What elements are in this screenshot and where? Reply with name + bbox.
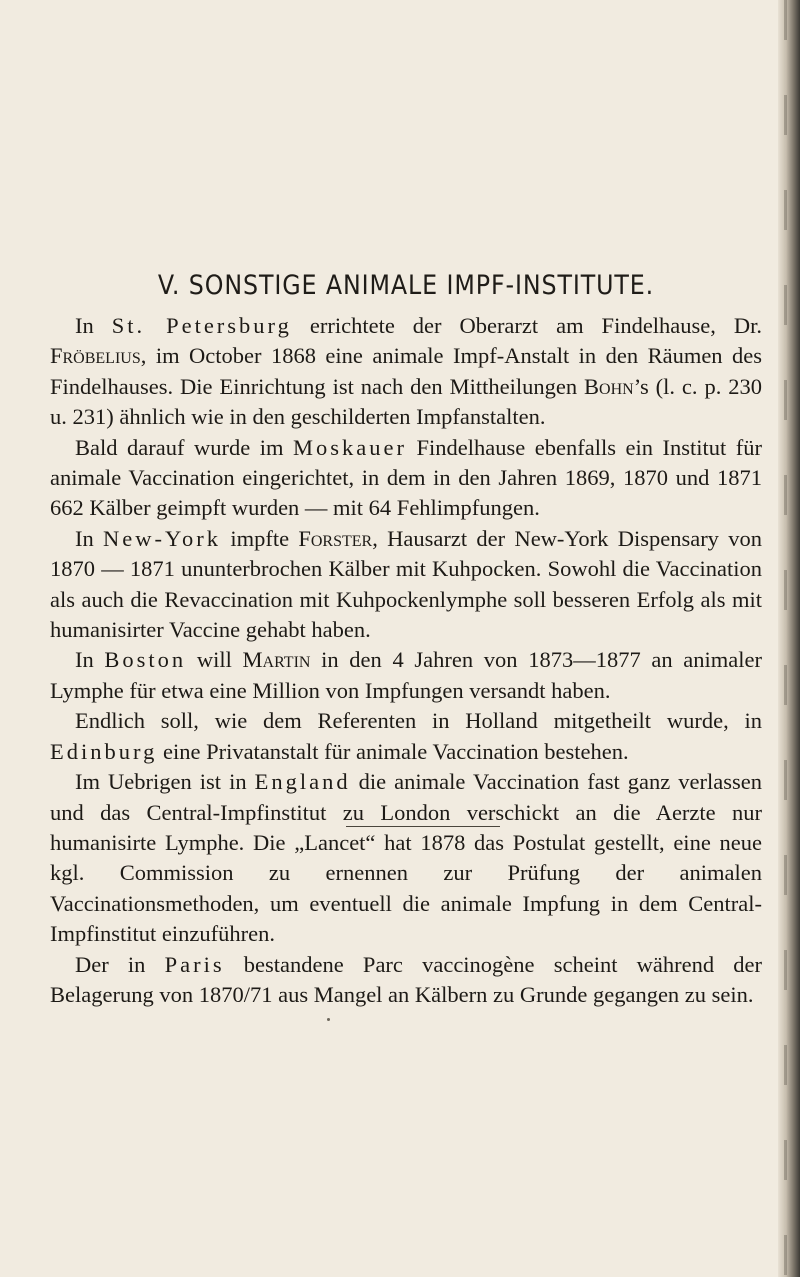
paper-speck: [327, 1018, 330, 1021]
text-run: Im Uebrigen ist in: [75, 769, 255, 795]
text-run: , im October 1868 eine animale Impf-Anstalt in den Räumen des Findelhauses. Die Einrichtung ist nach den Mittheilungen: [50, 343, 762, 399]
paragraph-paris: [50, 950, 762, 1011]
paragraph-st-petersburg: [50, 311, 762, 433]
person-name: Fröbelius: [50, 343, 141, 369]
paragraph-england: [50, 767, 762, 949]
place-name: New-York: [103, 525, 222, 551]
place-name: England: [254, 769, 351, 795]
place-name: Boston: [104, 647, 187, 673]
text-run: ’s (l. c. p. 230 u. 231) ähnlich wie in den geschilderten Impfanstalten.: [50, 373, 762, 430]
paragraph-new-york: [50, 524, 762, 646]
text-run: eine Privatanstalt für animale Vaccination bestehen.: [157, 738, 629, 764]
text-run: Findelhause ebenfalls ein Institut für animale Vaccination eingerichtet, in dem in den Jahren 1869, 1870 und 1871 662 Kälber geimpft wurden — mit 64 Fehlimpfungen.: [50, 434, 763, 521]
paragraph-boston: [50, 645, 762, 706]
body-text: [50, 311, 762, 1010]
page-edge-shadow: [778, 0, 800, 1277]
person-name: Forster: [298, 525, 373, 551]
text-run: die animale Vaccination fast ganz verlassen und das Central-Impfinstitut zu London verschickt an die Aerzte nur humanisirte Lymphe. Die „Lancet“ hat 1878 das Postulat gestellt, eine neue kgl. Commission zu ernennen zur Prüfung der animalen Vaccinationsmethoden, um eventuell die animale Impfung in dem Central-Impfinstitut einzuführen.: [50, 769, 762, 947]
place-name: St. Petersburg: [111, 313, 292, 338]
text-run: impfte: [221, 525, 299, 551]
text-run: Der in: [75, 951, 165, 977]
text-run: will: [186, 647, 243, 673]
text-run: in den 4 Jahren von 1873—1877 an animaler Lymphe für etwa eine Million von Impfungen versandt haben.: [50, 647, 762, 703]
paragraph-moskau: [50, 433, 762, 524]
text-run: In: [75, 647, 105, 673]
place-name: Moskauer: [293, 434, 407, 460]
person-name: Bohn: [584, 373, 634, 399]
text-run: Endlich soll, wie dem Referenten in Holland mitgetheilt wurde, in: [75, 708, 762, 734]
text-run: errichtete der Oberarzt am Findelhause, Dr.: [291, 313, 763, 338]
person-name: Martin: [242, 647, 311, 673]
place-name: Paris: [164, 951, 225, 977]
text-run: In: [75, 313, 112, 338]
section-end-rule: [346, 826, 500, 827]
text-run: Bald darauf wurde im: [75, 434, 294, 460]
paragraph-edinburg: [50, 706, 762, 767]
text-run: In: [75, 525, 104, 551]
text-run: bestandene Parc vaccinogène scheint während der Belagerung von 1870/71 aus Mangel an Kälbern zu Grunde gegangen zu sein.: [50, 951, 763, 1007]
text-run: , Hausarzt der New-York Dispensary von 1870 — 1871 ununterbrochen Kälber mit Kuhpocken. Sowohl die Vaccination als auch die Revaccination mit Kuhpockenlymphe soll besseren Erfolg als mit humanisirter Vaccine gehabt haben.: [50, 525, 762, 643]
place-name: Edinburg: [50, 738, 158, 764]
section-heading: V. SONSTIGE ANIMALE IMPF-INSTITUTE.: [157, 270, 655, 302]
